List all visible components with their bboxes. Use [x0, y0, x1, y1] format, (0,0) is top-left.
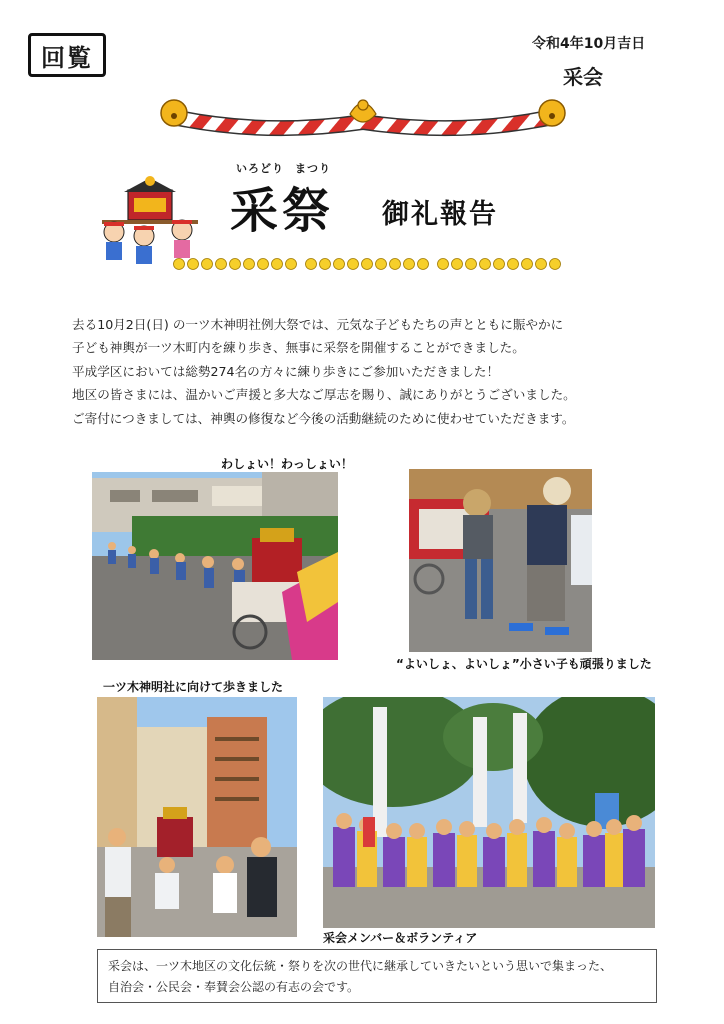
decorative-dot: [452, 259, 463, 270]
decorative-dot: [244, 259, 255, 270]
decorative-dot: [390, 259, 401, 270]
decorative-dot: [466, 259, 477, 270]
decorative-dot: [348, 259, 359, 270]
body-line: 子ども神輿が一ツ木町内を練り歩き、無事に采祭を開催することができました。: [72, 340, 525, 356]
photo-caption-parade: わしょい！わっしょい！: [221, 457, 353, 471]
decorative-dot: [216, 259, 227, 270]
page-title: 采祭: [230, 183, 335, 239]
decorative-dot: [272, 259, 283, 270]
page-subtitle: 御礼報告: [382, 199, 498, 230]
photo-caption-small-children: “よいしょ、よいしょ”小さい子も頑張りました: [396, 657, 652, 671]
body-line: 平成学区においては総勢274名の方々に練り歩きにご参加いただきました！: [72, 363, 500, 379]
title-ruby-matsuri: まつり: [295, 162, 331, 175]
festival-rope-illustration: [158, 96, 568, 142]
decorative-dot: [418, 259, 429, 270]
decorative-dot: [508, 259, 519, 270]
issue-date: 令和4年10月吉日: [532, 36, 646, 52]
decorative-dot: [438, 259, 449, 270]
photo-caption-shrine-walk: 一ツ木神明社に向けて歩きました: [103, 680, 284, 694]
decorative-dot: [320, 259, 331, 270]
decorative-dot: [376, 259, 387, 270]
body-line: ご寄付につきましては、神輿の修復など今後の活動継続のために使わせていただきます。: [72, 410, 575, 426]
decorative-dot: [334, 259, 345, 270]
decorative-dot: [306, 259, 317, 270]
photo-caption-members: 采会メンバー＆ボランティア: [323, 931, 478, 945]
decorative-dot: [480, 259, 491, 270]
decorative-dot: [174, 259, 185, 270]
body-line: 地区の皆さまには、温かいご声援と多大なご厚志を賜り、誠にありがとうございました。: [72, 387, 576, 403]
photo-member-group: [323, 697, 655, 928]
decorative-dot: [188, 259, 199, 270]
body-line: 去る10月2日(日) の一ツ木神明社例大祭では、元気な子どもたちの声とともに賑やかに: [72, 317, 564, 332]
decorative-dot-row: [170, 255, 570, 273]
decorative-dot: [522, 259, 533, 270]
organization-description: [97, 949, 657, 1003]
footer-line: 采会は、一ツ木地区の文化伝統・祭りを次の世代に継承していきたいという思いで集まった、: [108, 959, 613, 973]
decorative-dot: [550, 259, 561, 270]
photo-parade-street: [92, 472, 338, 660]
title-ruby-irodori: いろどり: [236, 162, 284, 175]
decorative-dot: [536, 259, 547, 270]
photo-small-children: [409, 469, 592, 652]
decorative-dot: [286, 259, 297, 270]
decorative-dot: [202, 259, 213, 270]
organization-name: 采会: [563, 65, 603, 89]
report-body: [72, 313, 672, 430]
decorative-dot: [362, 259, 373, 270]
circulation-stamp: 回覧: [28, 33, 106, 77]
photo-walk-to-shrine: [97, 697, 297, 937]
decorative-dot: [258, 259, 269, 270]
decorative-dot: [230, 259, 241, 270]
decorative-dot: [404, 259, 415, 270]
decorative-dot: [494, 259, 505, 270]
footer-line: 自治会・公民会・奉賛会公認の有志の会です。: [108, 980, 360, 994]
